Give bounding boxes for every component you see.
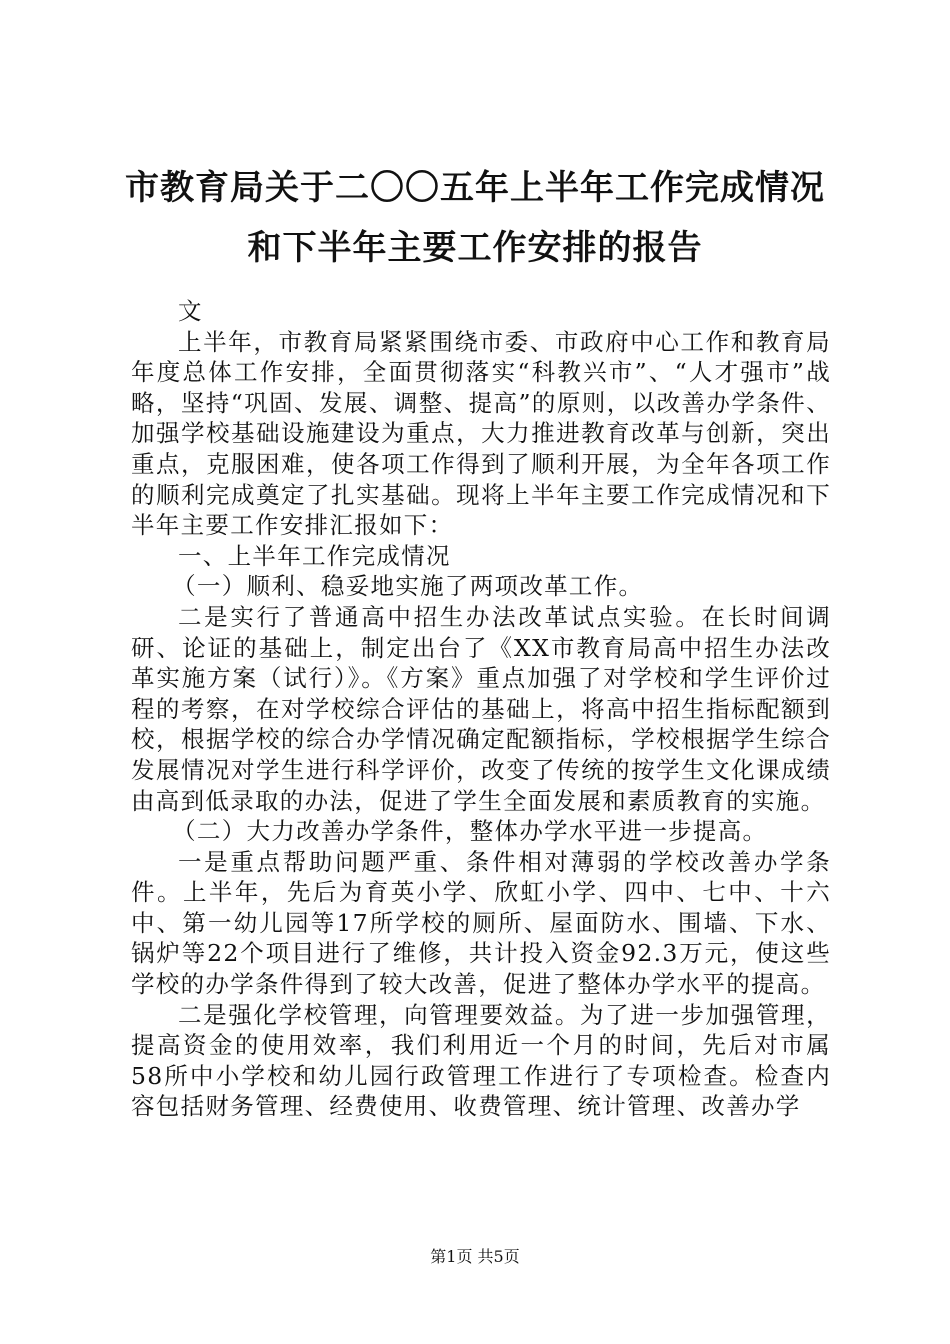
paragraph-intro: 上半年，市教育局紧紧围绕市委、市政府中心工作和教育局年度总体工作安排，全面贯彻落实“科教兴市”、“人才强市”战略，坚持“巩固、发展、调整、提高”的原则，以改善办学条件、加强学校基础设施建设为重点，大力推进教育改革与创新，突出重点，克服困难，使各项工作得到了顺利开展，为全年各项工作的顺利完成奠定了扎实基础。现将上半年主要工作完成情况和下半年主要工作安排汇报如下： — [131, 327, 831, 540]
page-number-footer: 第1页 共5页 — [430, 1247, 520, 1266]
document-title-line-2: 和下半年主要工作安排的报告 — [247, 228, 703, 268]
paragraph-author: 文 — [178, 297, 203, 325]
paragraph-conditions: 一是重点帮助问题严重、条件相对薄弱的学校改善办学条件。上半年，先后为育英小学、欣虹小学、四中、七中、十六中、第一幼儿园等17所学校的厕所、屋面防水、围墙、下水、锅炉等22个项目进行了维修，共计投入资金92.3万元，使这些学校的办学条件得到了较大改善，促进了整体办学水平的提高。 — [131, 847, 831, 999]
subsection-heading-2: （二）大力改善办学条件，整体办学水平进一步提高。 — [172, 817, 768, 846]
document-body — [131, 296, 831, 1122]
document-title-line-1: 市教育局关于二〇〇五年上半年工作完成情况 — [125, 168, 825, 208]
subsection-heading-1: （一）顺利、稳妥地实施了两项改革工作。 — [172, 572, 644, 601]
paragraph-management: 二是强化学校管理，向管理要效益。为了进一步加强管理，提高资金的使用效率，我们利用近一个月的时间，先后对市属58所中小学校和幼儿园行政管理工作进行了专项检查。检查内容包括财务管理、经费使用、收费管理、统计管理、改善办学 — [131, 1000, 831, 1121]
section-heading-1: 一、上半年工作完成情况 — [178, 541, 451, 570]
paragraph-reform: 二是实行了普通高中招生办法改革试点实验。在长时间调研、论证的基础上，制定出台了《XX市教育局高中招生办法改革实施方案（试行）》。《方案》重点加强了对学校和学生评价过程的考察，在对学校综合评估的基础上，将高中招生指标配额到校，根据学校的综合办学情况确定配额指标，学校根据学生综合发展情况对学生进行科学评价，改变了传统的按学生文化课成绩由高到低录取的办法，促进了学生全面发展和素质教育的实施。 — [131, 602, 831, 815]
